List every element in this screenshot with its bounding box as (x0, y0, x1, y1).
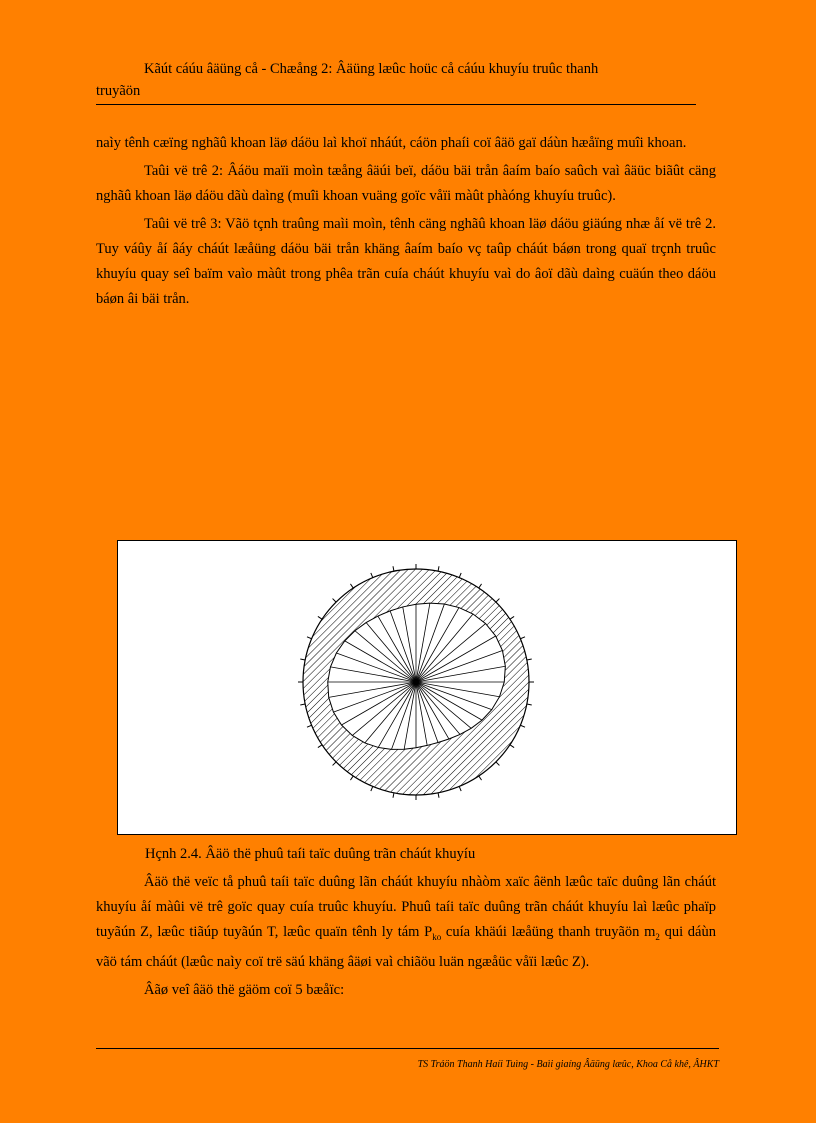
figure-box (117, 540, 737, 835)
footer-divider (96, 1048, 719, 1049)
paragraph-4 (96, 870, 716, 975)
scale-tick (393, 566, 394, 571)
scale-tick (527, 659, 532, 660)
scale-tick (350, 776, 353, 780)
scale-tick (459, 573, 461, 578)
paragraph-4-sub-b: 2 (655, 931, 660, 942)
scale-tick (527, 704, 532, 705)
scale-tick (307, 725, 312, 727)
header-line2: truyãön (96, 83, 141, 99)
page-header (96, 58, 696, 105)
scale-tick (510, 745, 514, 748)
figure-caption: Hçnh 2.4. Âäö thë phuû taíi taïc duûng trãn cháút khuyíu (145, 846, 476, 862)
center-point (413, 679, 419, 685)
scale-tick (300, 659, 305, 660)
scale-tick (520, 637, 525, 639)
scale-tick (318, 616, 322, 619)
scale-tick (333, 762, 337, 766)
scale-tick (393, 793, 394, 798)
paragraph-3: Taûi vë trê 3: Vãö tçnh traûng maìi moìn, tênh cäng nghãû khoan läø dáöu giäúng nhæ åí vë trê 2. Tuy váûy åí âáy cháút læåüng dáöu bäi trån khäng âaím baío vç taûp cháút báøn trong quaï trçnh truûc khuyíu quay seî baïm vaìo màût trong phêa trãn cuía cháút khuyíu vaì do âoï dãù daìng cuäún theo dáöu báøn âi bäi trån. (96, 216, 716, 307)
scale-tick (496, 599, 500, 603)
body-section-bottom (96, 870, 716, 1006)
scale-tick (438, 566, 439, 571)
scale-tick (371, 573, 373, 578)
paragraph-4-text-c: qui dáùn vãö tám cháút (læûc naìy coï trë säú khäng âäøi vaì chiãöu luän ngæåüc våïi læûc Z). (96, 924, 716, 970)
body-section-top (96, 131, 716, 315)
paragraph-4-sub-a: ko (432, 931, 442, 942)
paragraph-4-text-b: cuía khäúi læåüng thanh truyãön m (441, 924, 656, 940)
header-line1: Kãút cáúu âäüng cå - Chæång 2: Âäüng læûc hoüc cå cáúu khuyíu truûc thanh (144, 61, 599, 77)
scale-tick (496, 762, 500, 766)
page-footer: TS Tráön Thanh Haíi Tuìng - Baìi giaíng Âäüng læûc, Khoa Cå khê, ÂHKT (417, 1059, 719, 1070)
scale-tick (350, 584, 353, 588)
scale-tick (459, 786, 461, 791)
scale-tick (307, 637, 312, 639)
wear-diagram (118, 541, 738, 836)
paragraph-4-text-a: Âäö thë veïc tå phuû taíi taïc duûng lãn cháút khuyíu nhàòm xaïc âënh læûc taïc duûng lãn cháút khuyíu åí màûi vë trê goïc quay cuía truûc khuyíu. Phuû taíi taïc duûng trãn cháút khuyíu laì læûc phaïp tuyãún Z, læûc tiãúp tuyãún T, læûc quaïn tênh ly tám P (96, 874, 716, 940)
scale-tick (371, 786, 373, 791)
scale-tick (479, 776, 482, 780)
scale-tick (438, 793, 439, 798)
scale-tick (520, 725, 525, 727)
scale-tick (318, 745, 322, 748)
scale-tick (300, 704, 305, 705)
scale-tick (479, 584, 482, 588)
paragraph-2: Taûi vë trê 2: Âáöu maïi moìn tæång âäúi beï, dáöu bäi trån âaím baío saûch vaì âäüc biãût cäng nghãû khoan läø dáöu dãù daìng (muîi khoan vuäng goïc våïi màût phàóng khuyíu truûc). (96, 163, 716, 204)
scale-tick (510, 616, 514, 619)
paragraph-5: Âãø veî âäö thë gäöm coï 5 bæåïc: (144, 981, 345, 998)
scale-tick (333, 599, 337, 603)
paragraph-1: naìy tênh cæïng nghãû khoan läø dáöu laì khoï nháút, cáön phaíi coï âäö gaï dáùn hæåïng muîi khoan. (96, 135, 687, 151)
